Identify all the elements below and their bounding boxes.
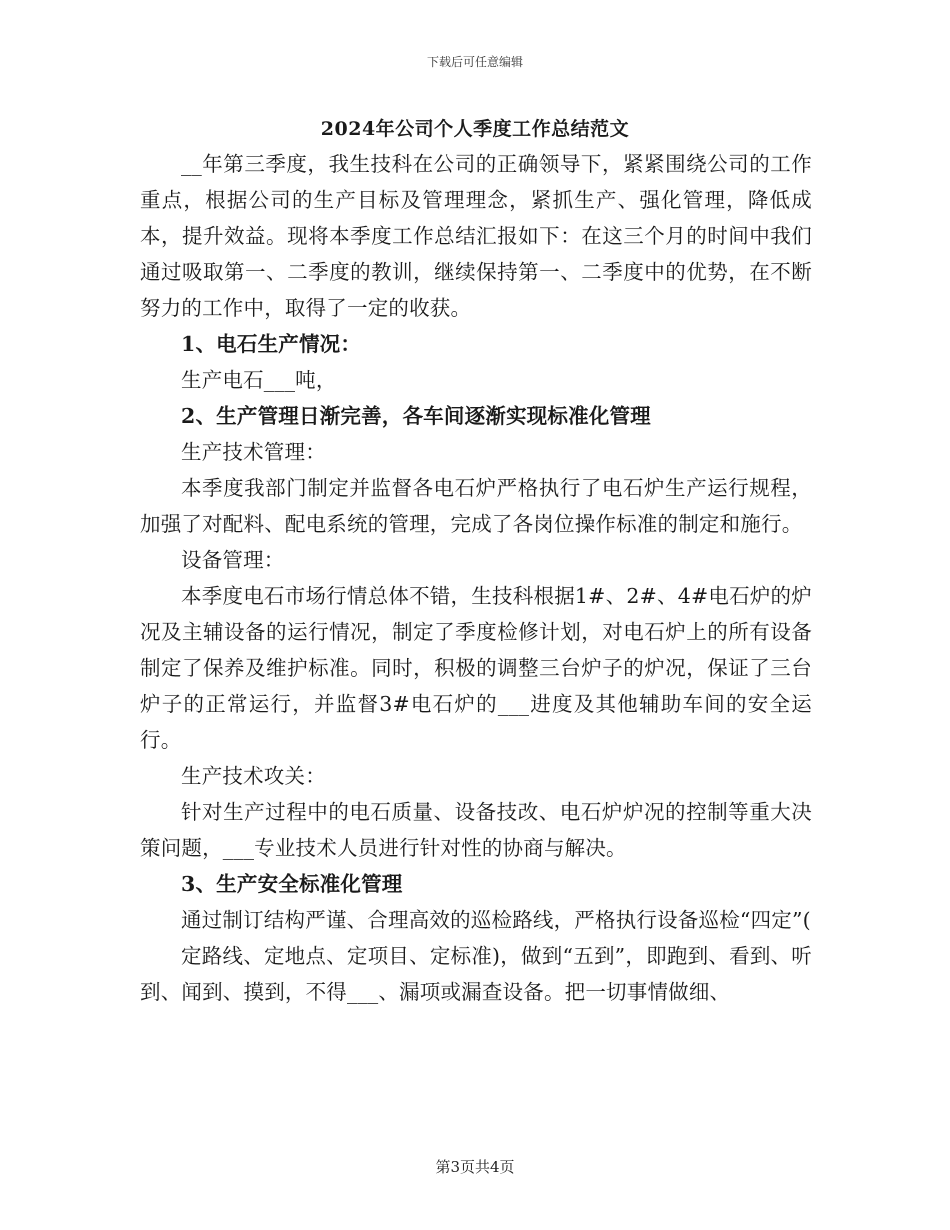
section-heading-2: 2、生产管理日渐完善，各车间逐渐实现标准化管理 bbox=[181, 404, 651, 428]
document-title: 2024年公司个人季度工作总结范文 bbox=[320, 118, 630, 140]
page-number: 第3页共4页 bbox=[435, 1158, 515, 1176]
document-body bbox=[140, 146, 812, 1010]
paragraph-equipment: 本季度电石市场行情总体不错，生技科根据1#、2#、4#电石炉的炉况及主辅设备的运行情况，制定了季度检修计划，对电石炉上的所有设备制定了保养及维护标准。同时，积极的调整三台炉子的炉况，保证了三台炉子的正常运行，并监督3#电石炉的___进度及其他辅助车间的安全运行。 bbox=[140, 584, 812, 752]
subheading-equipment: 设备管理： bbox=[181, 548, 285, 572]
paragraph-production-tech: 本季度我部门制定并监督各电石炉严格执行了电石炉生产运行规程，加强了对配料、配电系统的管理，完成了各岗位操作标准的制定和施行。 bbox=[140, 476, 812, 536]
paragraph-production-output: 生产电石___吨， bbox=[181, 368, 337, 392]
subheading-production-tech: 生产技术管理： bbox=[181, 440, 326, 464]
paragraph-tech-research: 针对生产过程中的电石质量、设备技改、电石炉炉况的控制等重大决策问题，___专业技术人员进行针对性的协商与解决。 bbox=[140, 800, 812, 860]
section-heading-3: 3、生产安全标准化管理 bbox=[181, 872, 403, 896]
page-header-note: 下载后可任意编辑 bbox=[426, 55, 523, 69]
paragraph-intro: __年第三季度，我生技科在公司的正确领导下，紧紧围绕公司的工作重点，根据公司的生产目标及管理理念，紧抓生产、强化管理，降低成本，提升效益。现将本季度工作总结汇报如下：在这三个月的时间中我们通过吸取第一、二季度的教训，继续保持第一、二季度中的优势，在不断努力的工作中，取得了一定的收获。 bbox=[140, 152, 812, 320]
paragraph-inspection-route: 通过制订结构严谨、合理高效的巡检路线，严格执行设备巡检“四定”( bbox=[181, 908, 811, 932]
subheading-tech-research: 生产技术攻关： bbox=[181, 764, 326, 788]
section-heading-1: 1、电石生产情况： bbox=[181, 332, 362, 356]
paragraph-inspection-standards: 定路线、定地点、定项目、定标准)，做到“五到”，即跑到、看到、听到、闻到、摸到，不得___、漏项或漏查设备。把一切事情做细、 bbox=[140, 944, 812, 1004]
